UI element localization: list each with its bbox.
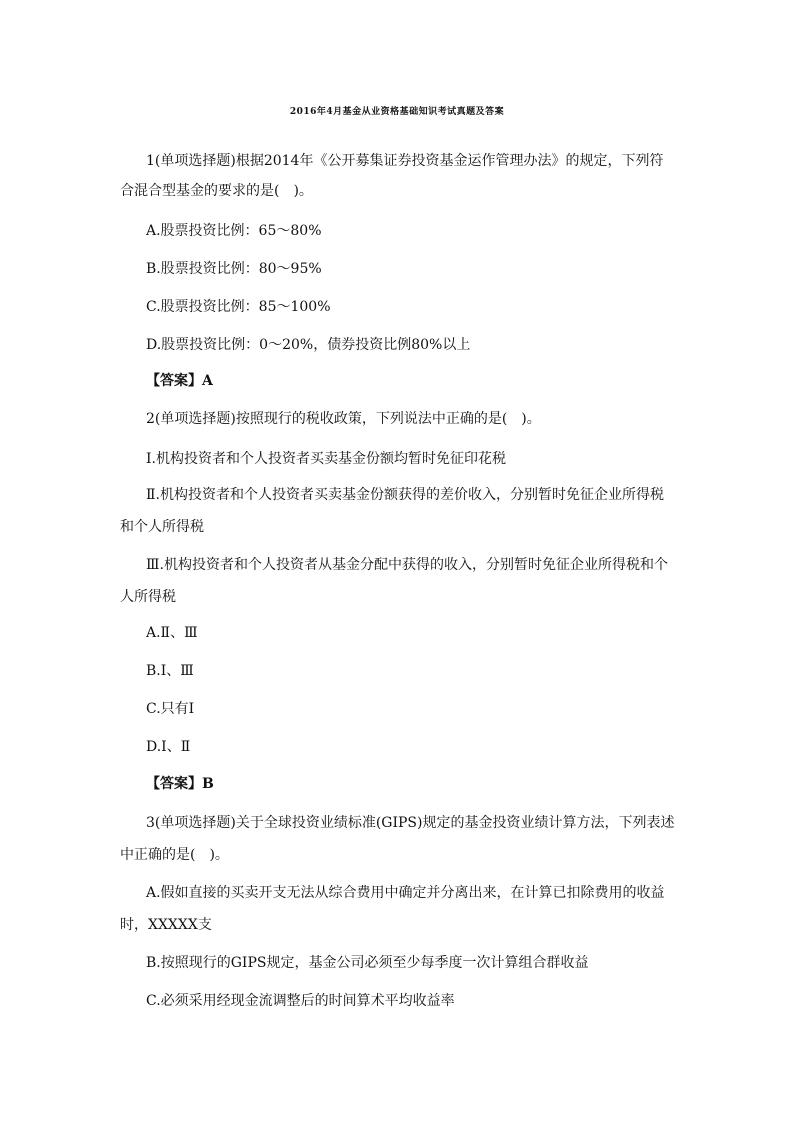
question-1-option-d: D.股票投资比例：0～20%，债券投资比例80%以上	[146, 337, 471, 353]
question-3-option-c: C.必须采用经现金流调整后的时间算术平均收益率	[146, 993, 455, 1009]
question-2-statement-1: Ⅰ.机构投资者和个人投资者买卖基金份额均暂时免征印花税	[146, 451, 506, 467]
question-2-statement-3: Ⅲ.机构投资者和个人投资者从基金分配中获得的收入，分别暂时免征企业所得税和个	[146, 557, 668, 573]
question-2-option-a: A.Ⅱ、Ⅲ	[146, 625, 198, 641]
question-3-text: 3(单项选择题)关于全球投资业绩标准(GIPS)规定的基金投资业绩计算方法，下列表述	[146, 815, 675, 831]
question-2-statement-3-cont: 人所得税	[120, 589, 176, 605]
question-2-statement-2-cont: 和个人所得税	[120, 519, 204, 535]
question-1-answer: 【答案】A	[146, 373, 213, 389]
question-2-text: 2(单项选择题)按照现行的税收政策，下列说法中正确的是( )。	[146, 411, 541, 427]
question-1-text: 1(单项选择题)根据2014年《公开募集证券投资基金运作管理办法》的规定，下列符	[146, 153, 664, 169]
question-3-option-b: B.按照现行的GIPS规定，基金公司必须至少每季度一次计算组合群收益	[146, 955, 589, 971]
question-3-text-cont: 中正确的是( )。	[120, 847, 229, 863]
question-1-option-c: C.股票投资比例：85～100%	[146, 299, 331, 315]
question-2-answer: 【答案】B	[146, 776, 214, 792]
question-2-option-b: B.Ⅰ、Ⅲ	[146, 663, 194, 679]
question-1-option-b: B.股票投资比例：80～95%	[146, 261, 322, 277]
question-3-option-a: A.假如直接的买卖开支无法从综合费用中确定并分离出来，在计算已扣除费用的收益	[146, 885, 665, 901]
question-1-text-cont: 合混合型基金的要求的是( )。	[120, 183, 313, 199]
question-3-option-a-cont: 时，XXXXX支	[120, 917, 212, 933]
question-2-option-c: C.只有Ⅰ	[146, 701, 195, 717]
question-2-option-d: D.Ⅰ、Ⅱ	[146, 739, 191, 755]
question-2-statement-2: Ⅱ.机构投资者和个人投资者买卖基金份额获得的差价收入，分别暂时免征企业所得税	[146, 487, 664, 503]
question-1-option-a: A.股票投资比例：65～80%	[146, 223, 322, 239]
document-title: 2016年4月基金从业资格基础知识考试真题及答案	[289, 107, 505, 117]
